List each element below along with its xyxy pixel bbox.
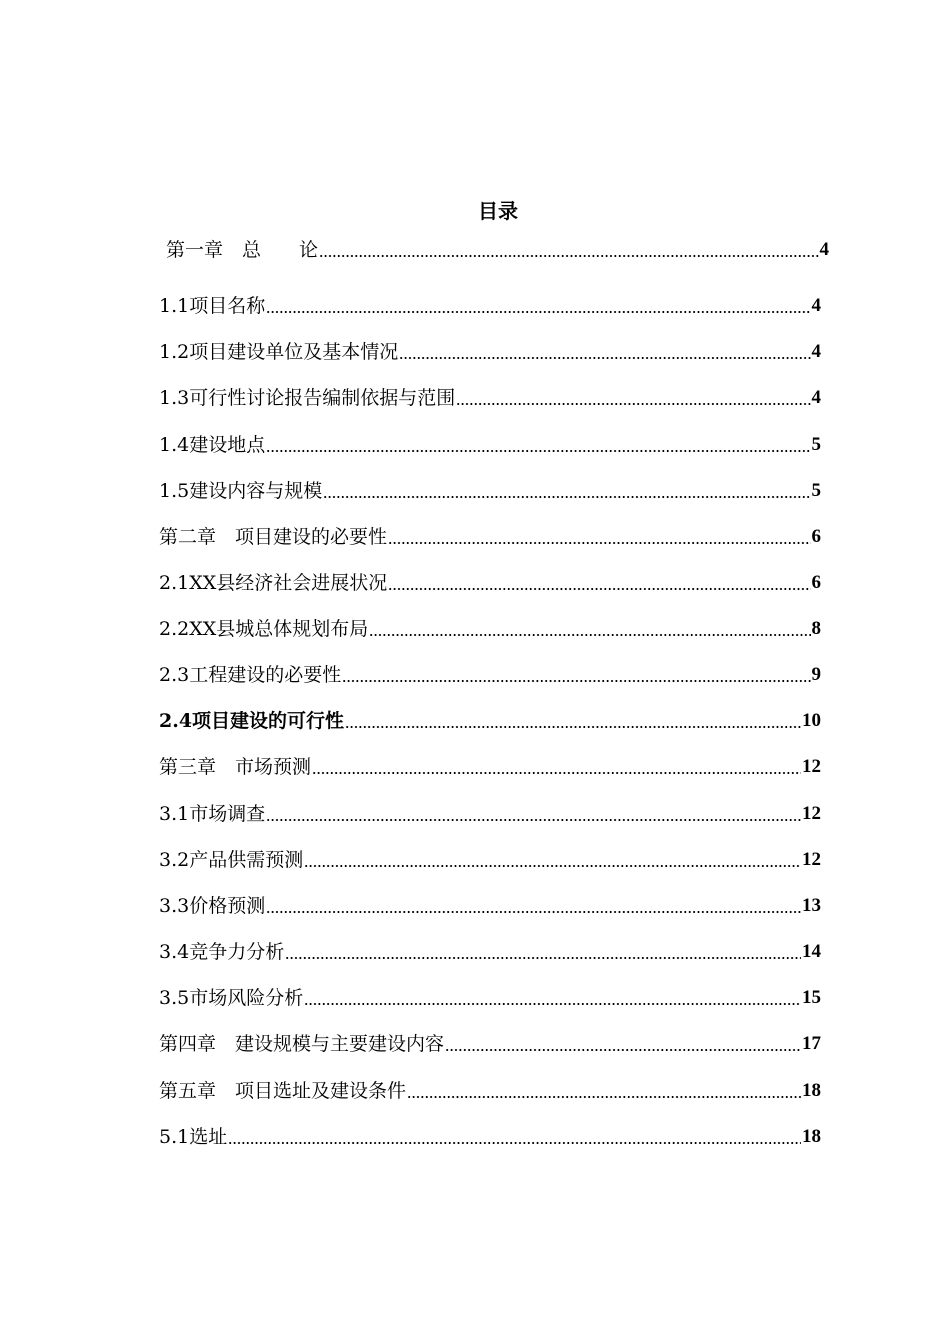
toc-entry-1-5[interactable] — [159, 473, 821, 503]
toc-dot-leader — [445, 1047, 801, 1051]
toc-dot-leader — [266, 817, 801, 821]
toc-entry-label: 2.4项目建设的可行性 — [159, 710, 345, 732]
toc-page-number: 5 — [811, 434, 821, 455]
toc-entry-2-4[interactable] — [159, 703, 821, 733]
toc-entry-label: 1.1项目名称 — [159, 295, 266, 317]
toc-dot-leader — [304, 1001, 801, 1005]
toc-entry-2-2[interactable] — [159, 611, 821, 641]
toc-dot-leader — [345, 724, 801, 728]
toc-dot-leader — [342, 678, 810, 682]
toc-dot-leader — [407, 1094, 801, 1098]
toc-page-number: 8 — [811, 618, 821, 639]
toc-page-number: 12 — [802, 803, 821, 824]
toc-entry-label: 第四章 建设规模与主要建设内容 — [159, 1033, 445, 1055]
toc-entry-1-3[interactable] — [159, 380, 821, 410]
toc-entry-label: 1.4建设地点 — [159, 434, 266, 456]
toc-page-number: 13 — [802, 895, 821, 916]
toc-page-number: 10 — [802, 710, 821, 731]
toc-entry-5-1[interactable] — [159, 1119, 821, 1149]
toc-entry-label: 2.3工程建设的必要性 — [159, 664, 342, 686]
toc-page-number: 5 — [811, 480, 821, 501]
toc-dot-leader — [228, 1140, 801, 1144]
toc-dot-leader — [323, 494, 810, 498]
toc-page-number: 18 — [802, 1080, 821, 1101]
toc-dot-leader — [304, 863, 801, 867]
toc-page-number: 18 — [802, 1126, 821, 1147]
toc-page-number: 12 — [802, 849, 821, 870]
toc-dot-leader — [266, 309, 810, 313]
toc-entry-1-4[interactable] — [159, 427, 821, 457]
toc-dot-leader — [312, 770, 801, 774]
toc-entry-1-2[interactable] — [159, 334, 821, 364]
toc-page-number: 6 — [811, 526, 821, 547]
toc-entry-1-1[interactable] — [159, 288, 821, 318]
toc-page-number: 4 — [811, 295, 821, 316]
toc-entry-label: 3.1市场调查 — [159, 803, 266, 825]
toc-entry-label: 1.3可行性讨论报告编制依据与范围 — [159, 387, 456, 409]
toc-entry-chapter-1[interactable] — [166, 232, 829, 262]
toc-entry-chapter-4[interactable] — [159, 1026, 821, 1056]
toc-entry-label: 3.2产品供需预测 — [159, 849, 304, 871]
toc-entry-label: 1.5建设内容与规模 — [159, 480, 323, 502]
toc-entry-chapter-5[interactable] — [159, 1073, 821, 1103]
toc-dot-leader — [266, 448, 810, 452]
toc-entry-3-2[interactable] — [159, 842, 821, 872]
toc-dot-leader — [456, 401, 810, 405]
toc-entry-label: 3.4竞争力分析 — [159, 941, 285, 963]
toc-page-number: 4 — [819, 239, 829, 260]
toc-entry-chapter-2[interactable] — [159, 519, 821, 549]
toc-entry-3-3[interactable] — [159, 888, 821, 918]
toc-dot-leader — [399, 355, 810, 359]
toc-entry-label: 3.3价格预测 — [159, 895, 266, 917]
toc-page-number: 6 — [811, 572, 821, 593]
toc-page-number: 17 — [802, 1033, 821, 1054]
toc-dot-leader — [388, 540, 810, 544]
toc-entry-label: 第一章 总 论 — [166, 239, 319, 261]
toc-entry-2-1[interactable] — [159, 565, 821, 595]
toc-entry-label: 第二章 项目建设的必要性 — [159, 526, 388, 548]
toc-dot-leader — [319, 253, 818, 257]
toc-dot-leader — [266, 909, 801, 913]
toc-dot-leader — [388, 586, 810, 590]
toc-entry-label: 1.2项目建设单位及基本情况 — [159, 341, 399, 363]
toc-dot-leader — [285, 955, 801, 959]
toc-entry-chapter-3[interactable] — [159, 749, 821, 779]
toc-entry-3-4[interactable] — [159, 934, 821, 964]
toc-entry-3-5[interactable] — [159, 980, 821, 1010]
toc-entry-label: 第三章 市场预测 — [159, 756, 312, 778]
toc-title: 目录 — [478, 199, 518, 223]
toc-page-number: 14 — [802, 941, 821, 962]
toc-entry-3-1[interactable] — [159, 796, 821, 826]
toc-entry-label: 第五章 项目选址及建设条件 — [159, 1080, 407, 1102]
toc-entry-label: 2.1XX县经济社会进展状况 — [159, 572, 388, 594]
toc-page-number: 4 — [811, 341, 821, 362]
toc-page-number: 9 — [811, 664, 821, 685]
toc-entry-label: 5.1选址 — [159, 1126, 228, 1148]
toc-page-number: 15 — [802, 987, 821, 1008]
toc-page-number: 12 — [802, 756, 821, 777]
toc-entry-label: 2.2XX县城总体规划布局 — [159, 618, 369, 640]
toc-entry-2-3[interactable] — [159, 657, 821, 687]
toc-page-number: 4 — [811, 387, 821, 408]
toc-dot-leader — [369, 632, 810, 636]
toc-entry-label: 3.5市场风险分析 — [159, 987, 304, 1009]
